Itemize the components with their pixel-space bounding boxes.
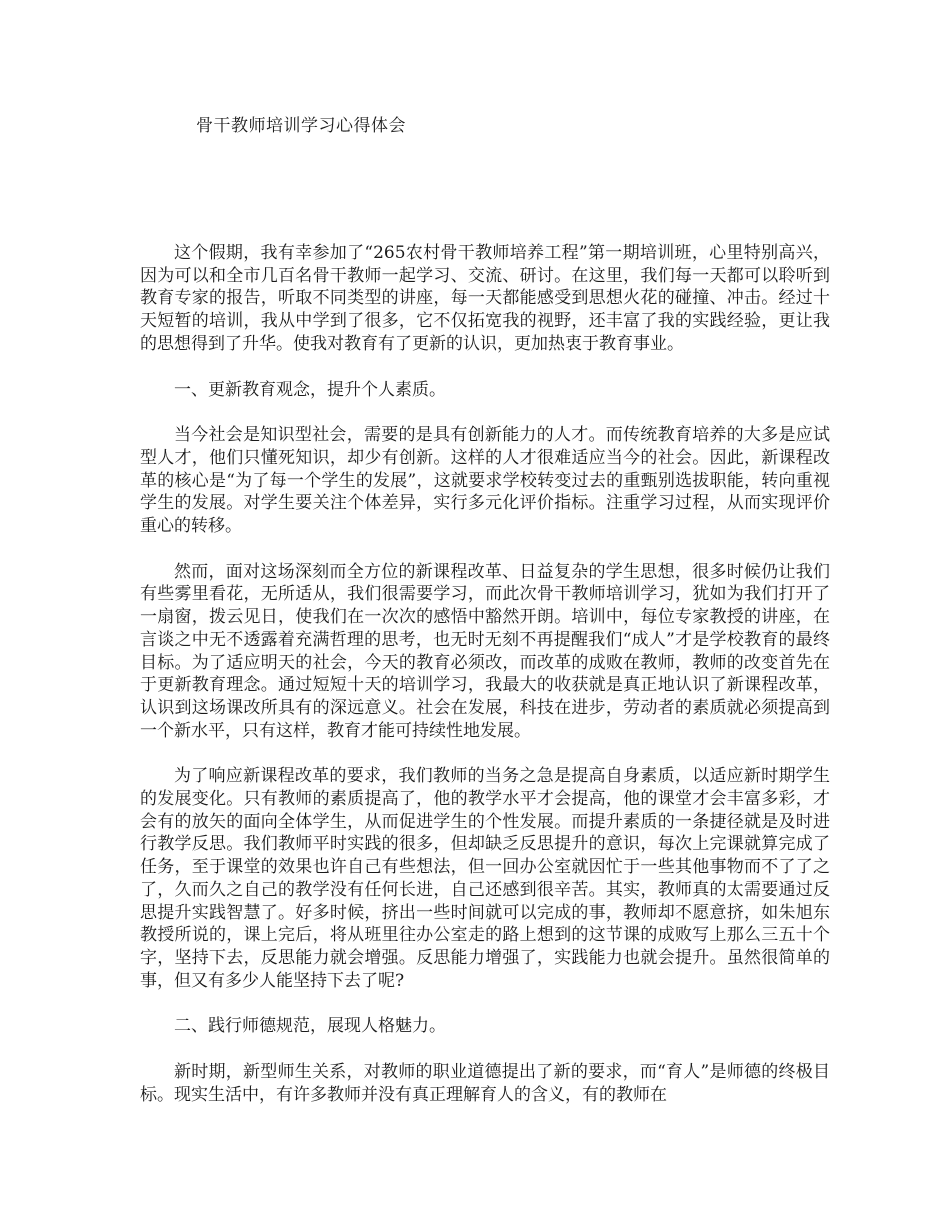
paragraph-ethics: 新时期，新型师生关系，对教师的职业道德提出了新的要求，而“育人”是师德的终极目标。现实生活中，有许多教师并没有真正理解育人的含义，有的教师在 xyxy=(140,1062,830,1105)
document-body xyxy=(140,242,830,1130)
section-heading-2: 二、践行师德规范，展现人格魅力。 xyxy=(174,1016,446,1037)
paragraph-reflection: 为了响应新课程改革的要求，我们教师的当务之急是提高自身素质，以适应新时期学生的发展变化。只有教师的素质提高了，他的教学水平才会提高，他的课堂才会丰富多彩，才会有的放矢的面向全体学生，从而促进学生的个性发展。而提升素质的一条捷径就是及时进行教学反思。我们教师平时实践的很多，但却缺乏反思提升的意识，每次上完课就算完成了任务，至于课堂的效果也许自己有些想法，但一回办公室就因忙于一些其他事物而不了了之了，久而久之自己的教学没有任何长进，自己还感到很辛苦。其实，教师真的太需要通过反思提升实践智慧了。好多时候，挤出一些时间就可以完成的事，教师却不愿意挤，如朱旭东教授所说的，课上完后，将从班里往办公室走的路上想到的这节课的成败写上那么三五十个字，坚持下去，反思能力就会增强。反思能力增强了，实践能力也就会提升。虽然很简单的事，但又有多少人能坚持下去了呢? xyxy=(140,766,830,991)
paragraph-knowledge-society: 当今社会是知识型社会，需要的是具有创新能力的人才。而传统教育培养的大多是应试型人才，他们只懂死知识，却少有创新。这样的人才很难适应当今的社会。因此，新课程改革的核心是“为了每一个学生的发展”，这就要求学校转变过去的重甄别选拔职能，转向重视学生的发展。对学生要关注个体差异，实行多元化评价指标。注重学习过程，从而实现评价重心的转移。 xyxy=(140,425,830,537)
section-heading-1: 一、更新教育观念，提升个人素质。 xyxy=(174,379,446,400)
paragraph-intro: 这个假期，我有幸参加了“265农村骨干教师培养工程”第一期培训班，心里特别高兴，因为可以和全市几百名骨干教师一起学习、交流、研讨。在这里，我们每一天都可以聆听到教育专家的报告，听取不同类型的讲座，每一天都能感受到思想火花的碰撞、冲击。经过十天短暂的培训，我从中学到了很多，它不仅拓宽我的视野，还丰富了我的实践经验，更让我的思想得到了升华。使我对教育有了更新的认识，更加热衷于教育事业。 xyxy=(140,243,830,354)
paragraph-training-insight: 然而，面对这场深刻而全方位的新课程改革、日益复杂的学生思想，很多时候仍让我们有些雾里看花，无所适从，我们很需要学习，而此次骨干教师培训学习，犹如为我们打开了一扇窗，拨云见日，使我们在一次次的感悟中豁然开朗。培训中，每位专家教授的讲座，在言谈之中无不透露着充满哲理的思考，也无时无刻不再提醒我们“成人”才是学校教育的最终目标。为了适应明天的社会，今天的教育必须改，而改革的成败在教师，教师的改变首先在于更新教育理念。通过短短十天的培训学习，我最大的收获就是真正地认识了新课程改革，认识到这场课改所具有的深远意义。社会在发展，科技在进步，劳动者的素质就必须提高到一个新水平，只有这样，教育才能可持续性地发展。 xyxy=(140,561,830,741)
document-title: 骨干教师培训学习心得体会 xyxy=(196,116,406,136)
